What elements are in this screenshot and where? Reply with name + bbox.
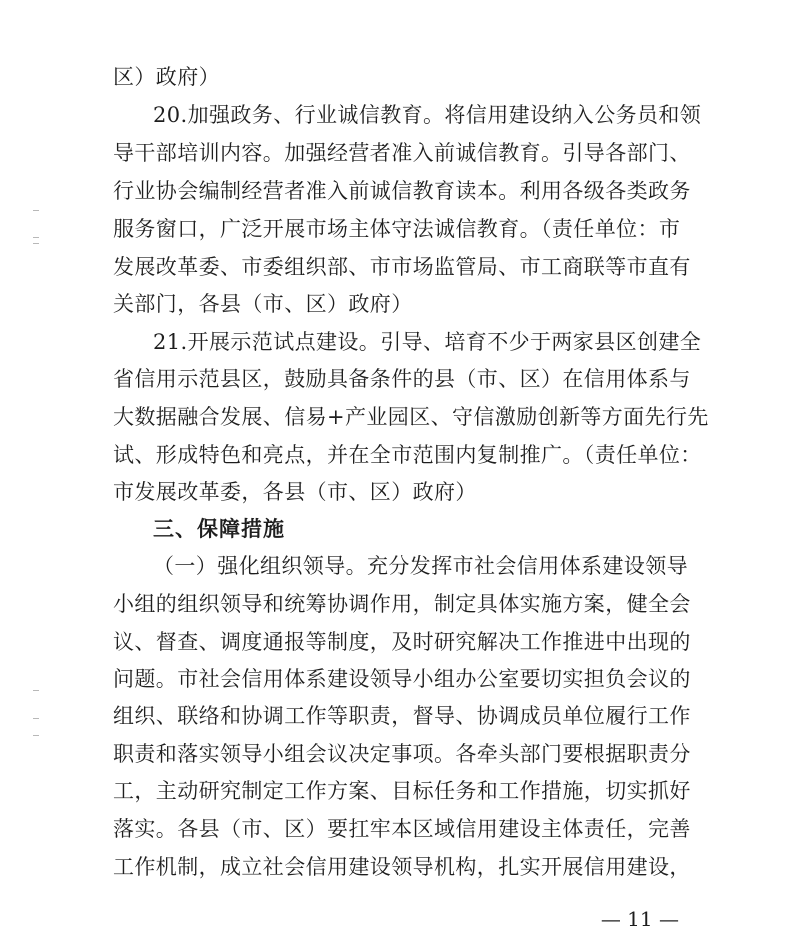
page-number: — 11 — (600, 907, 679, 931)
binding-mark (33, 243, 39, 244)
text-line: 议、督查、调度通报等制度，及时研究解决工作推进中出现的 (113, 630, 691, 654)
text-line: 关部门，各县（市、区）政府） (113, 292, 413, 316)
text-line: 发展改革委、市委组织部、市市场监管局、市工商联等市直有 (113, 255, 691, 279)
section-heading: 三、保障措施 (153, 517, 285, 541)
text-line: 大数据融合发展、信易+产业园区、守信激励创新等方面先行先 (113, 405, 709, 429)
text-line: 问题。市社会信用体系建设领导小组办公室要切实担负会议的 (113, 667, 691, 691)
text-line: 工作机制，成立社会信用建设领导机构，扎实开展信用建设， (113, 855, 691, 879)
text-line: 20.加强政务、行业诚信教育。将信用建设纳入公务员和领 (153, 103, 702, 127)
text-line: 小组的组织领导和统筹协调作用，制定具体实施方案，健全会 (113, 592, 691, 616)
text-line: 区）政府） (113, 65, 220, 89)
text-line: 省信用示范县区，鼓励具备条件的县（市、区）在信用体系与 (113, 367, 691, 391)
binding-mark (33, 210, 39, 211)
text-line: （一）强化组织领导。充分发挥市社会信用体系建设领导 (153, 554, 688, 578)
text-line: 行业协会编制经营者准入前诚信教育读本。利用各级各类政务 (113, 179, 691, 203)
text-line: 组织、联络和协调工作等职责，督导、协调成员单位履行工作 (113, 704, 691, 728)
text-line: 服务窗口，广泛开展市场主体守法诚信教育。（责任单位：市 (113, 217, 681, 241)
binding-mark (33, 690, 39, 691)
text-line: 21.开展示范试点建设。引导、培育不少于两家县区创建全 (153, 330, 702, 354)
binding-mark (33, 735, 39, 736)
text-line: 市发展改革委，各县（市、区）政府） (113, 480, 477, 504)
text-line: 落实。各县（市、区）要扛牢本区域信用建设主体责任，完善 (113, 817, 691, 841)
text-line: 工，主动研究制定工作方案、目标任务和工作措施，切实抓好 (113, 779, 691, 803)
text-line: 导干部培训内容。加强经营者准入前诚信教育。引导各部门、 (113, 141, 691, 165)
binding-mark (33, 718, 39, 719)
text-line: 职责和落实领导小组会议决定事项。各牵头部门要根据职责分 (113, 742, 691, 766)
binding-mark (33, 237, 39, 238)
text-line: 试、形成特色和亮点，并在全市范围内复制推广。（责任单位： (113, 443, 702, 467)
